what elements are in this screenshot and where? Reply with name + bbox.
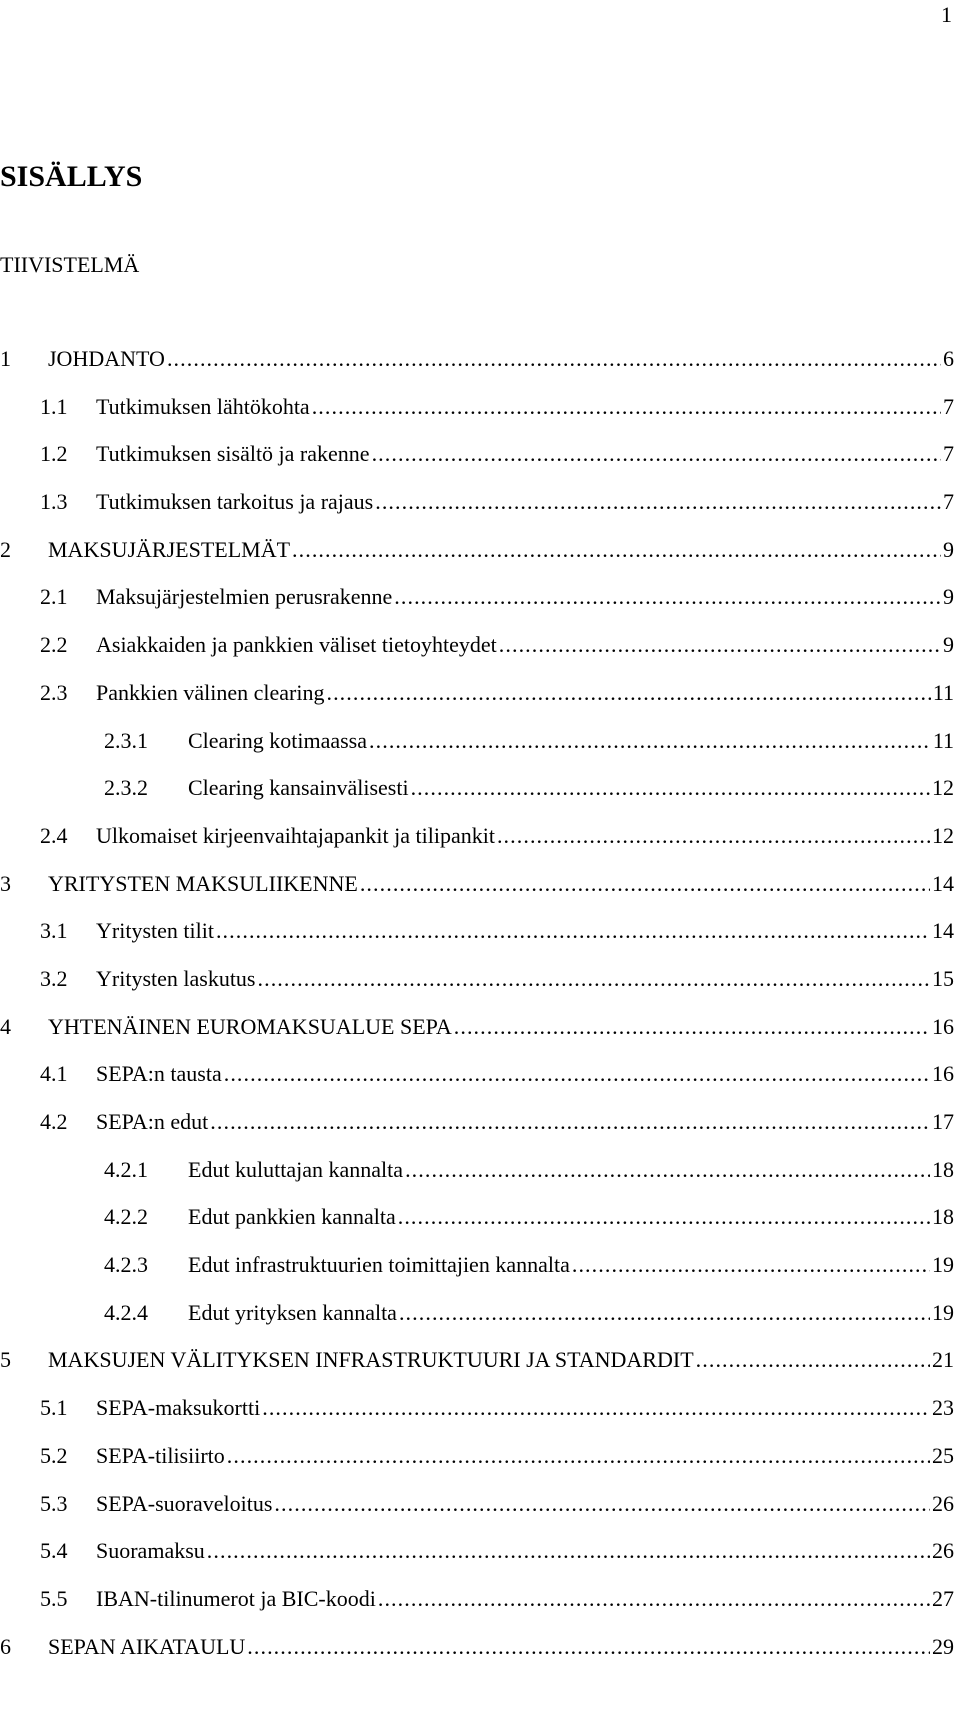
toc-entry: [0, 1634, 954, 1682]
toc-entry-label: SEPA:n tausta: [96, 1061, 222, 1087]
toc-entry-page: 7: [943, 393, 954, 419]
toc-entry-number: 3.1: [40, 918, 68, 944]
toc-entry: [0, 537, 954, 585]
toc-entry: [0, 346, 954, 394]
toc-entry: [0, 1586, 954, 1634]
toc-entry: [0, 1347, 954, 1395]
toc-entry: [0, 1395, 954, 1443]
toc-entry-page: 9: [943, 536, 954, 562]
toc-entry: [0, 1014, 954, 1062]
dot-leader: [411, 775, 930, 801]
dot-leader: [497, 823, 930, 849]
dot-leader: [378, 1586, 930, 1612]
toc-entry-number: 4.2.1: [104, 1156, 148, 1182]
toc-entry-label: Suoramaksu: [96, 1538, 205, 1564]
toc-entry-number: 1: [0, 346, 11, 371]
toc-entry-number: 5.2: [40, 1442, 68, 1468]
toc-entry-page: 7: [943, 441, 954, 467]
toc-entry: [0, 1538, 954, 1586]
page-number: 1: [941, 2, 952, 27]
toc-entry-label: MAKSUJEN VÄLITYKSEN INFRASTRUKTUURI JA STANDARDIT: [48, 1347, 694, 1373]
toc-entry: [0, 489, 954, 537]
dot-leader: [454, 1014, 930, 1040]
toc-entry-number: 5.3: [40, 1490, 68, 1516]
toc-entry-label: Edut kuluttajan kannalta: [188, 1156, 404, 1182]
toc-entry-number: 4.2: [40, 1109, 68, 1134]
toc-entry-page: 11: [932, 679, 954, 705]
toc-entry-number: 2: [0, 536, 11, 562]
dot-leader: [292, 537, 941, 563]
toc-entry: [0, 728, 954, 776]
dot-leader: [372, 441, 941, 467]
toc-entry-label: SEPA-maksukortti: [96, 1395, 261, 1421]
toc-entry-number: 6: [0, 1633, 11, 1659]
dot-leader: [258, 966, 931, 992]
table-of-contents: [0, 346, 954, 1681]
toc-entry-page: 14: [932, 918, 954, 944]
toc-entry-number: 5.1: [40, 1395, 68, 1421]
toc-entry-number: 2.2: [40, 632, 68, 658]
toc-entry-number: 3: [0, 870, 11, 896]
dot-leader: [227, 1443, 930, 1469]
toc-entry-label: SEPA:n edut: [96, 1109, 209, 1134]
dot-leader: [207, 1538, 930, 1564]
toc-entry-page: 14: [932, 870, 954, 896]
toc-entry-page: 29: [932, 1633, 954, 1659]
toc-entry-page: 15: [932, 965, 954, 991]
dot-leader: [247, 1634, 930, 1660]
toc-entry-page: 27: [932, 1585, 954, 1611]
toc-entry-label: YHTENÄINEN EUROMAKSUALUE SEPA: [48, 1013, 452, 1039]
dot-leader: [360, 871, 930, 897]
toc-entry-number: 2.3.1: [104, 727, 148, 753]
toc-entry-page: 25: [932, 1442, 954, 1468]
dot-leader: [696, 1347, 930, 1373]
toc-entry-page: 16: [932, 1061, 954, 1087]
toc-entry-number: 1.2: [40, 441, 68, 467]
dot-leader: [499, 632, 941, 658]
toc-entry: [0, 441, 954, 489]
toc-entry-label: JOHDANTO: [48, 346, 165, 371]
dot-leader: [210, 1109, 930, 1135]
dot-leader: [399, 1300, 930, 1326]
toc-entry-number: 5.5: [40, 1585, 68, 1611]
toc-entry-label: Yritysten laskutus: [96, 965, 256, 991]
toc-entry-page: 26: [932, 1538, 954, 1564]
toc-entry-label: Tutkimuksen tarkoitus ja rajaus: [96, 489, 374, 515]
dot-leader: [369, 728, 931, 754]
toc-entry-number: 2.3: [40, 679, 68, 705]
toc-entry-label: Tutkimuksen lähtökohta: [96, 393, 310, 419]
toc-entry-page: 9: [943, 584, 954, 610]
toc-entry-number: 4.2.3: [104, 1252, 148, 1278]
toc-entry-label: Edut infrastruktuurien toimittajien kannalta: [188, 1252, 570, 1278]
toc-entry-page: 18: [932, 1204, 954, 1230]
toc-entry-label: Clearing kotimaassa: [188, 727, 368, 753]
toc-entry-page: 19: [932, 1299, 954, 1325]
toc-entry-number: 4: [0, 1013, 11, 1039]
toc-entry-page: 12: [932, 822, 954, 848]
toc-entry-label: Asiakkaiden ja pankkien väliset tietoyhteydet: [96, 632, 497, 658]
toc-entry: [0, 1252, 954, 1300]
toc-entry-number: 2.3.2: [104, 775, 148, 801]
toc-entry-page: 26: [932, 1490, 954, 1516]
dot-leader: [262, 1395, 930, 1421]
toc-entry: [0, 966, 954, 1014]
toc-entry-number: 4.1: [40, 1061, 68, 1087]
dot-leader: [394, 584, 941, 610]
toc-entry-number: 5: [0, 1347, 11, 1373]
toc-entry-label: MAKSUJÄRJESTELMÄT: [48, 536, 291, 562]
toc-entry: [0, 1157, 954, 1205]
toc-entry: [0, 680, 954, 728]
toc-entry-number: 1.3: [40, 489, 68, 515]
toc-entry-label: Yritysten tilit: [96, 918, 214, 944]
toc-entry-page: 23: [932, 1395, 954, 1421]
toc-entry: [0, 823, 954, 871]
toc-entry-label: Pankkien välinen clearing: [96, 679, 325, 705]
toc-entry-page: 21: [932, 1347, 954, 1373]
toc-entry-page: 19: [932, 1252, 954, 1278]
dot-leader: [167, 346, 941, 372]
dot-leader: [274, 1491, 930, 1517]
toc-entry: [0, 1109, 954, 1157]
dot-leader: [216, 918, 930, 944]
toc-entry-label: SEPA-tilisiirto: [96, 1442, 225, 1468]
toc-entry-page: 18: [932, 1156, 954, 1182]
toc-entry: [0, 1491, 954, 1539]
toc-entry-number: 3.2: [40, 965, 68, 991]
toc-entry-number: 1.1: [40, 393, 68, 419]
toc-entry-label: IBAN-tilinumerot ja BIC-koodi: [96, 1585, 376, 1611]
toc-entry-page: 16: [932, 1013, 954, 1039]
toc-entry: [0, 632, 954, 680]
dot-leader: [405, 1157, 930, 1183]
toc-entry-label: Tutkimuksen sisältö ja rakenne: [96, 441, 370, 467]
toc-entry-page: 17: [932, 1109, 954, 1134]
dot-leader: [224, 1061, 930, 1087]
toc-entry-number: 2.1: [40, 584, 68, 610]
toc-entry-label: Ulkomaiset kirjeenvaihtajapankit ja tilipankit: [96, 822, 495, 848]
toc-entry-label: Maksujärjestelmien perusrakenne: [96, 584, 393, 610]
toc-entry: [0, 1300, 954, 1348]
toc-entry: [0, 1061, 954, 1109]
dot-leader: [312, 394, 941, 420]
abstract-heading: TIIVISTELMÄ: [0, 252, 140, 277]
toc-entry-page: 6: [943, 346, 954, 371]
toc-entry-page: 7: [943, 489, 954, 515]
toc-entry: [0, 918, 954, 966]
dot-leader: [375, 489, 941, 515]
dot-leader: [398, 1204, 930, 1230]
toc-entry-label: Edut yrityksen kannalta: [188, 1299, 397, 1325]
toc-entry: [0, 584, 954, 632]
toc-entry-number: 4.2.4: [104, 1299, 148, 1325]
dot-leader: [326, 680, 930, 706]
toc-entry-label: Edut pankkien kannalta: [188, 1204, 396, 1230]
toc-entry-number: 4.2.2: [104, 1204, 148, 1230]
toc-entry-label: Clearing kansainvälisesti: [188, 775, 409, 801]
toc-entry: [0, 394, 954, 442]
toc-entry-page: 9: [943, 632, 954, 658]
toc-entry: [0, 1204, 954, 1252]
toc-entry-page: 12: [932, 775, 954, 801]
toc-entry-number: 5.4: [40, 1538, 68, 1564]
toc-entry-number: 2.4: [40, 822, 68, 848]
dot-leader: [572, 1252, 930, 1278]
toc-entry-label: YRITYSTEN MAKSULIIKENNE: [48, 870, 358, 896]
toc-entry: [0, 1443, 954, 1491]
toc-entry-label: SEPAN AIKATAULU: [48, 1633, 246, 1659]
toc-entry-page: 11: [932, 727, 954, 753]
page-title: SISÄLLYS: [0, 160, 143, 193]
toc-entry-label: SEPA-suoraveloitus: [96, 1490, 273, 1516]
toc-entry: [0, 871, 954, 919]
toc-entry: [0, 775, 954, 823]
